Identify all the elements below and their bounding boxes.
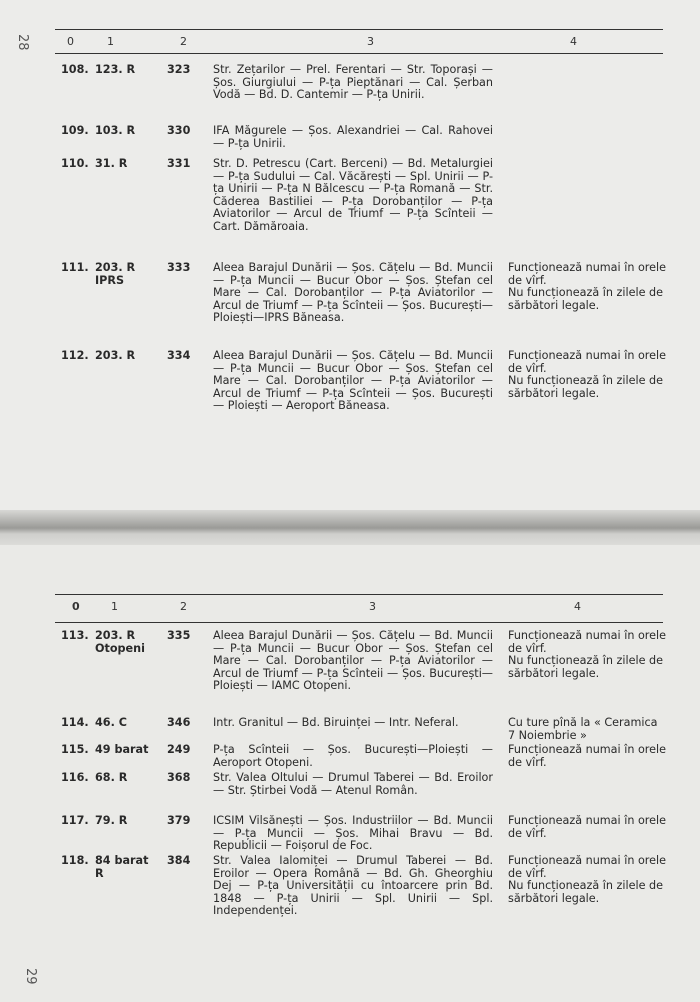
line-number: 46. C xyxy=(95,716,127,729)
route-description: Intr. Granitul — Bd. Biruinței — Intr. Neferal. xyxy=(213,716,459,729)
row-number: 112. xyxy=(61,349,89,362)
route-description: ICSIM Vilsănești — Șos. Industriilor — Bd. Muncii — P-ța Muncii — Șos. Mihai Bravu — Bd. Republicii — Foișorul de Foc. xyxy=(213,814,493,853)
col-header-1: 1 xyxy=(107,35,114,48)
route-code: 384 xyxy=(167,854,191,867)
col-header-0: 0 xyxy=(67,35,74,48)
route-description: Aleea Barajul Dunării — Șos. Cățelu — Bd. Muncii — P-ța Muncii — Bucur Obor — Șos. Ștefan cel Mare — Cal. Dorobanților — P-ța Aviatorilor — Arcul de Triumf — P-ța Scînteii — Șos. București—Ploiești — IAMC Otopeni. xyxy=(213,629,493,693)
line-number: 103. R xyxy=(95,124,136,137)
route-note: Funcționează numai în orele de vîrf. xyxy=(508,814,667,840)
page-number-top: 28 xyxy=(15,34,30,51)
route-code: 323 xyxy=(167,63,191,76)
route-description: Str. Valea Oltului — Drumul Taberei — Bd. Eroilor — Str. Știrbei Vodă — Atenul Român. xyxy=(213,771,493,797)
route-description: Str. D. Petrescu (Cart. Berceni) — Bd. Metalurgiei — P-ța Sudului — Cal. Văcărești — Spl. Unirii — P-ța Unirii — P-ța N Bălcescu — P-ța Romană — Str. Căderea Bastiliei — P-ța Dorobanților — P-ța Aviatorilor — Arcul de Triumf — P-ța Scînteii — Cart. Dămăroaia. xyxy=(213,157,493,233)
route-code: 379 xyxy=(167,814,191,827)
page-fold xyxy=(0,510,700,550)
route-code: 249 xyxy=(167,743,191,756)
route-note: Funcționează numai în orele de vîrf. Nu funcționează în zilele de sărbători legale. xyxy=(508,629,667,680)
header-rule-top xyxy=(55,29,663,30)
line-number: 31. R xyxy=(95,157,128,170)
header-rule-top-2 xyxy=(55,53,663,54)
row-number: 113. xyxy=(61,629,89,642)
route-note: Funcționează numai în orele de vîrf. Nu funcționează în zilele de sărbători legale. xyxy=(508,854,667,905)
route-description: Str. Valea Ialomiței — Drumul Taberei — Bd. Eroilor — Opera Română — Bd. Gh. Gheorghiu Dej — P-ța Universității cu întoarcere prin Bd. 1848 — P-ța Unirii — Spl. Unirii — Spl. Independenței. xyxy=(213,854,493,918)
col-header-0: 0 xyxy=(72,600,80,613)
route-description: Aleea Barajul Dunării — Șos. Cățelu — Bd. Muncii — P-ța Muncii — Bucur Obor — Șos. Ștefan cel Mare — Cal. Dorobanților — P-ța Aviatorilor — Arcul de Triumf — P-ța Scînteii — Șos. București—Ploiești—IPRS Băneasa. xyxy=(213,261,493,325)
row-number: 110. xyxy=(61,157,89,170)
route-description: IFA Măgurele — Șos. Alexandriei — Cal. Rahovei — P-ța Unirii. xyxy=(213,124,493,150)
line-number: 68. R xyxy=(95,771,128,784)
route-note: Funcționează numai în orele de vîrf. Nu funcționează în zilele de sărbători legale. xyxy=(508,349,667,400)
route-note: Funcționează numai în orele de vîrf. Nu funcționează în zilele de sărbători legale. xyxy=(508,261,667,312)
row-number: 117. xyxy=(61,814,89,827)
row-number: 118. xyxy=(61,854,89,867)
header-rule-bottom xyxy=(55,594,663,595)
route-code: 330 xyxy=(167,124,191,137)
route-code: 331 xyxy=(167,157,191,170)
row-number: 111. xyxy=(61,261,89,274)
col-header-4: 4 xyxy=(570,35,577,48)
route-note: Cu ture pînă la « Ceramica 7 Noiembrie » xyxy=(508,716,658,742)
row-number: 109. xyxy=(61,124,89,137)
route-code: 334 xyxy=(167,349,191,362)
header-rule-bottom-2 xyxy=(55,622,663,623)
route-description: Str. Zețarilor — Prel. Ferentari — Str. Toporași — Șos. Giurgiului — P-ța Pieptănari — Cal. Șerban Vodă — Bd. D. Cantemir — P-ța Unirii. xyxy=(213,63,493,102)
route-description: P-ța Scînteii — Șos. București—Ploiești — Aeroport Otopeni. xyxy=(213,743,493,769)
route-code: 368 xyxy=(167,771,191,784)
route-code: 335 xyxy=(167,629,191,642)
page-number-bottom: 29 xyxy=(23,968,38,985)
row-number: 108. xyxy=(61,63,89,76)
line-number: 49 barat xyxy=(95,743,149,756)
route-description: Aleea Barajul Dunării — Șos. Cățelu — Bd. Muncii — P-ța Muncii — Bucur Obor — Șos. Ștefan cel Mare — Cal. Dorobanților — P-ța Aviatorilor — Arcul de Triumf — P-ța Scînteii — Șos. București — Ploiești — Aeroport Băneasa. xyxy=(213,349,493,413)
col-header-1: 1 xyxy=(111,600,118,613)
row-number: 116. xyxy=(61,771,89,784)
route-note: Funcționează numai în orele de vîrf. xyxy=(508,743,667,769)
line-number: 203. R Otopeni xyxy=(95,629,145,655)
row-number: 115. xyxy=(61,743,89,756)
col-header-3: 3 xyxy=(369,600,376,613)
col-header-3: 3 xyxy=(367,35,374,48)
col-header-2: 2 xyxy=(180,35,187,48)
line-number: 123. R xyxy=(95,63,136,76)
line-number: 84 barat R xyxy=(95,854,149,880)
col-header-4: 4 xyxy=(574,600,581,613)
route-code: 346 xyxy=(167,716,191,729)
col-header-2: 2 xyxy=(180,600,187,613)
route-code: 333 xyxy=(167,261,191,274)
line-number: 79. R xyxy=(95,814,128,827)
line-number: 203. R IPRS xyxy=(95,261,136,287)
line-number: 203. R xyxy=(95,349,136,362)
row-number: 114. xyxy=(61,716,89,729)
